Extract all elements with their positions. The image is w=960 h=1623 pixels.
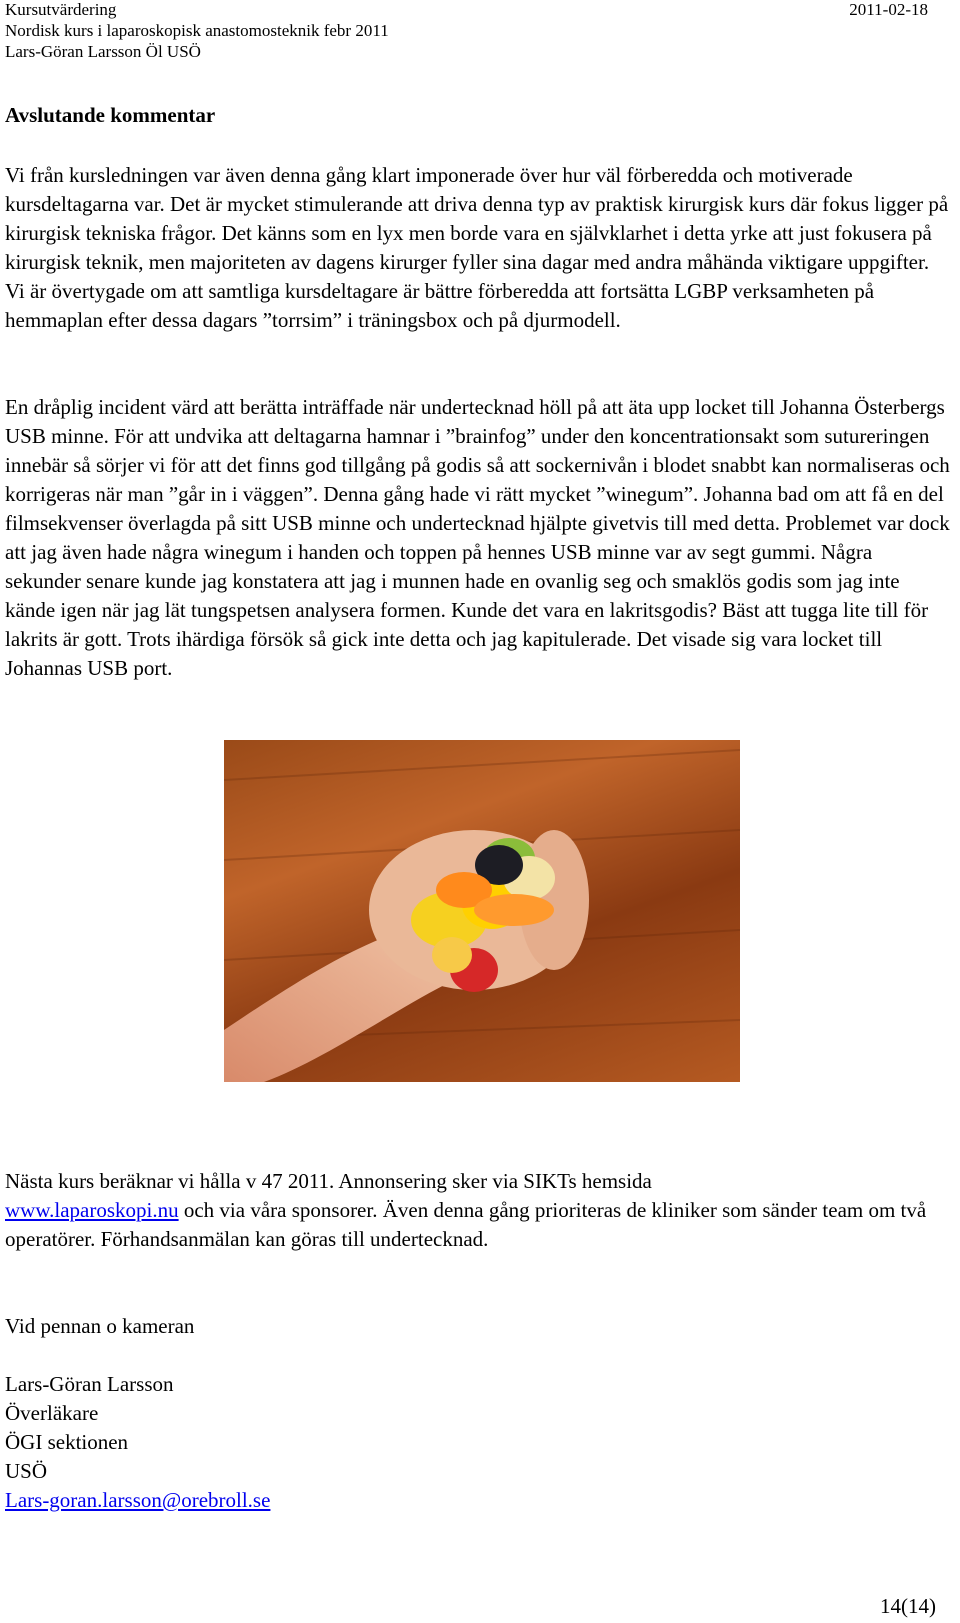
email-link[interactable]: Lars-goran.larsson@orebroll.se <box>5 1488 271 1512</box>
paragraph-1: Vi från kursledningen var även denna gång klart imponerade över hur väl förberedda och motiverade kursdeltagarna var. Det är mycket stimulerande att driva denna typ av praktisk kirurgisk kurs där fokus ligger på kirurgisk tekniska frågor. Det känns som en lyx men borde vara en självklarhet i detta yrke att just fokusera på kirurgisk teknik, men majoriteten av dagens kirurger fyller sina dagar med andra måhända viktigare uppgifter. Vi är övertygade om att samtliga kursdeltagare är bättre förberedda att fortsätta LGBP verksamheten på hemmaplan efter dessa dagars ”torrsim” i träningsbox och på djurmodell. <box>5 163 949 332</box>
section-heading: Avslutande kommentar <box>5 103 216 127</box>
signature-title: Överläkare <box>5 1401 99 1425</box>
photo-illustration <box>224 740 740 1082</box>
paragraph-2: En dråplig incident värd att berätta inträffade när undertecknad höll på att äta upp locket till Johanna Österbergs USB minne. För att undvika att deltagarna hamnar i ”brainfog” under den koncentrationsakt som sutureringen innebär så sörjer vi för att det finns god tillgång på godis så att sockernivån i blodet snabbt kan normaliseras och korrigeras när man ”går in i väggen”. Denna gång hade vi rätt mycket ”winegum”. Johanna bad om att få en del filmsekvenser överlagda på sitt USB minne och undertecknad hjälpte givetvis till med detta. Problemet var dock att jag även hade några winegum i handen och toppen på hennes USB minne var av segt gummi. Några sekunder senare kunde jag konstatera att jag i munnen hade en ovanlig seg och smaklös godis som jag inte kände igen när jag lät tungspetsen analysera formen. Kunde det vara en lakritsgodis? Bäst att tugga lite till för lakrits är gott. Trots ihärdiga försök så gick inte detta och jag kapitulerade. Det visade sig vara locket till Johannas USB port. <box>5 395 950 680</box>
closing-line: Vid pennan o kameran <box>5 1314 195 1338</box>
signature-section: ÖGI sektionen <box>5 1430 129 1454</box>
candy-hand-photo <box>224 740 740 1082</box>
header-line-2: Nordisk kurs i laparoskopisk anastomosteknik febr 2011 <box>5 21 389 40</box>
signature-org: USÖ <box>5 1459 48 1483</box>
header-line-3: Lars-Göran Larsson Öl USÖ <box>5 42 201 61</box>
paragraph-3 <box>5 1167 950 1254</box>
paragraph-3-text-after: och via våra sponsorer. Även denna gång prioriteras de kliniker som sänder team om två operatörer. Förhandsanmälan kan göras till undertecknad. <box>5 1198 927 1251</box>
header-date: 2011-02-18 <box>849 0 928 19</box>
paragraph-3-text-before: Nästa kurs beräknar vi hålla v 47 2011. Annonsering sker via SIKTs hemsida <box>5 1169 652 1193</box>
signature-name: Lars-Göran Larsson <box>5 1372 174 1396</box>
header-line-1: Kursutvärdering <box>5 0 117 19</box>
page-number: 14(14) <box>880 1594 936 1618</box>
website-link[interactable]: www.laparoskopi.nu <box>5 1198 179 1222</box>
